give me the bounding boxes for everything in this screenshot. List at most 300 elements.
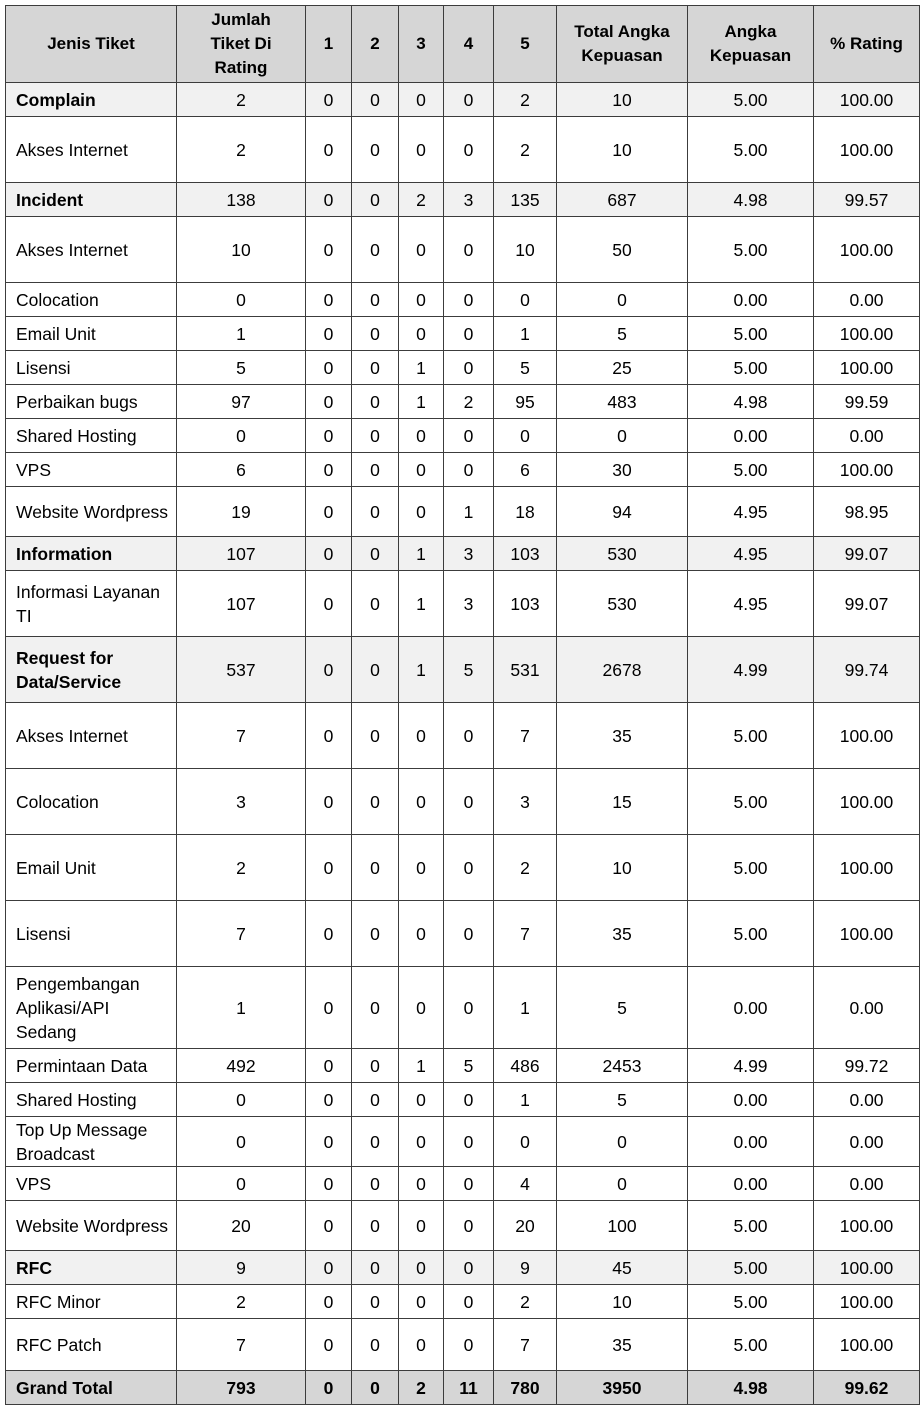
row-value: 3 — [494, 769, 557, 835]
row-value: 0 — [352, 637, 399, 703]
row-value: 11 — [444, 1371, 494, 1405]
row-value: 0 — [306, 487, 352, 537]
row-value: 0 — [444, 901, 494, 967]
row-value: 0 — [306, 83, 352, 117]
row-value: 0 — [352, 317, 399, 351]
row-value: 2 — [177, 117, 306, 183]
row-value: 99.07 — [814, 571, 920, 637]
row-value: 103 — [494, 537, 557, 571]
row-value: 100.00 — [814, 769, 920, 835]
row-value: 780 — [494, 1371, 557, 1405]
row-value: 2 — [494, 835, 557, 901]
row-value: 0 — [306, 317, 352, 351]
row-value: 0 — [177, 1167, 306, 1201]
row-value: 9 — [177, 1251, 306, 1285]
row-label: Incident — [6, 183, 177, 217]
row-value: 0 — [306, 1201, 352, 1251]
row-value: 0 — [399, 217, 444, 283]
row-value: 0 — [177, 1083, 306, 1117]
row-value: 0.00 — [814, 967, 920, 1049]
row-value: 7 — [177, 703, 306, 769]
header-rating-2: 2 — [352, 6, 399, 83]
row-value: 0.00 — [688, 283, 814, 317]
row-value: 5.00 — [688, 1319, 814, 1371]
row-value: 0.00 — [688, 967, 814, 1049]
row-value: 99.59 — [814, 385, 920, 419]
header-rating-5: 5 — [494, 6, 557, 83]
row-value: 0 — [399, 1319, 444, 1371]
row-value: 10 — [557, 117, 688, 183]
row-value: 0 — [352, 1319, 399, 1371]
row-value: 0 — [306, 835, 352, 901]
table-row — [6, 1049, 920, 1083]
row-value: 5 — [557, 1083, 688, 1117]
row-value: 2 — [494, 117, 557, 183]
row-value: 0 — [399, 419, 444, 453]
category-row — [6, 637, 920, 703]
row-value: 0 — [352, 967, 399, 1049]
row-value: 0 — [399, 1167, 444, 1201]
row-label: VPS — [6, 1167, 177, 1201]
row-value: 0 — [306, 637, 352, 703]
row-label: Perbaikan bugs — [6, 385, 177, 419]
row-value: 6 — [494, 453, 557, 487]
row-value: 537 — [177, 637, 306, 703]
row-value: 3 — [444, 183, 494, 217]
row-value: 5.00 — [688, 769, 814, 835]
row-value: 0 — [444, 769, 494, 835]
row-value: 0 — [352, 419, 399, 453]
row-value: 0 — [306, 1083, 352, 1117]
row-value: 0 — [306, 967, 352, 1049]
row-value: 2 — [177, 1285, 306, 1319]
row-value: 0 — [306, 1117, 352, 1167]
row-value: 0 — [494, 419, 557, 453]
row-value: 0 — [352, 453, 399, 487]
row-value: 0 — [444, 1285, 494, 1319]
row-value: 100.00 — [814, 117, 920, 183]
row-value: 687 — [557, 183, 688, 217]
row-label: Permintaan Data — [6, 1049, 177, 1083]
row-value: 99.74 — [814, 637, 920, 703]
row-value: 4.95 — [688, 487, 814, 537]
row-value: 0 — [399, 453, 444, 487]
header-total-angka-kepuasan: Total Angka Kepuasan — [557, 6, 688, 83]
header-rating-1: 1 — [306, 6, 352, 83]
row-value: 35 — [557, 1319, 688, 1371]
row-value: 25 — [557, 351, 688, 385]
header-persen-rating: % Rating — [814, 6, 920, 83]
row-value: 0 — [352, 183, 399, 217]
row-value: 0 — [444, 351, 494, 385]
row-value: 0 — [399, 1201, 444, 1251]
row-value: 0 — [557, 1167, 688, 1201]
category-row — [6, 83, 920, 117]
row-value: 10 — [557, 1285, 688, 1319]
row-value: 0 — [306, 571, 352, 637]
row-value: 7 — [177, 901, 306, 967]
row-value: 2 — [399, 1371, 444, 1405]
row-value: 0 — [399, 835, 444, 901]
row-value: 35 — [557, 703, 688, 769]
row-label: Colocation — [6, 769, 177, 835]
row-value: 103 — [494, 571, 557, 637]
row-value: 1 — [399, 1049, 444, 1083]
row-value: 5 — [557, 317, 688, 351]
table-row — [6, 351, 920, 385]
row-value: 0 — [444, 283, 494, 317]
row-value: 0 — [494, 1117, 557, 1167]
row-value: 0 — [352, 1117, 399, 1167]
table-row — [6, 1167, 920, 1201]
row-value: 0 — [494, 283, 557, 317]
row-value: 30 — [557, 453, 688, 487]
row-value: 1 — [399, 571, 444, 637]
row-value: 2 — [177, 83, 306, 117]
row-value: 0 — [352, 217, 399, 283]
row-value: 0 — [306, 1285, 352, 1319]
row-value: 7 — [177, 1319, 306, 1371]
row-value: 5.00 — [688, 835, 814, 901]
row-value: 100.00 — [814, 351, 920, 385]
row-value: 5.00 — [688, 351, 814, 385]
row-value: 4.95 — [688, 571, 814, 637]
row-value: 0 — [444, 217, 494, 283]
row-value: 0 — [399, 1251, 444, 1285]
row-value: 2678 — [557, 637, 688, 703]
table-row — [6, 453, 920, 487]
row-value: 0 — [306, 1167, 352, 1201]
row-value: 0 — [306, 217, 352, 283]
row-value: 100.00 — [814, 1285, 920, 1319]
row-value: 0 — [399, 83, 444, 117]
row-value: 5.00 — [688, 117, 814, 183]
row-value: 0 — [306, 1251, 352, 1285]
table-row — [6, 217, 920, 283]
row-value: 0 — [399, 967, 444, 1049]
table-row — [6, 1285, 920, 1319]
row-value: 3 — [444, 571, 494, 637]
row-value: 0 — [352, 351, 399, 385]
table-row — [6, 967, 920, 1049]
row-value: 0 — [444, 419, 494, 453]
row-value: 0 — [352, 1083, 399, 1117]
grand-total-row — [6, 1371, 920, 1405]
row-value: 0 — [352, 117, 399, 183]
category-row — [6, 1251, 920, 1285]
row-value: 1 — [399, 385, 444, 419]
row-value: 15 — [557, 769, 688, 835]
row-value: 1 — [494, 1083, 557, 1117]
row-value: 5 — [177, 351, 306, 385]
table-row — [6, 487, 920, 537]
row-value: 0 — [306, 1371, 352, 1405]
row-value: 0 — [557, 419, 688, 453]
row-value: 0 — [352, 571, 399, 637]
row-value: 9 — [494, 1251, 557, 1285]
table-row — [6, 117, 920, 183]
row-value: 0 — [352, 1049, 399, 1083]
table-row — [6, 901, 920, 967]
row-value: 5.00 — [688, 1201, 814, 1251]
header-jumlah-tiket: Jumlah Tiket Di Rating — [177, 6, 306, 83]
row-value: 0 — [352, 487, 399, 537]
row-value: 0 — [352, 1285, 399, 1319]
row-value: 45 — [557, 1251, 688, 1285]
row-value: 0 — [352, 835, 399, 901]
row-value: 100.00 — [814, 83, 920, 117]
row-value: 0 — [557, 1117, 688, 1167]
row-value: 0 — [177, 283, 306, 317]
table-row — [6, 385, 920, 419]
row-label: Complain — [6, 83, 177, 117]
row-label: Email Unit — [6, 835, 177, 901]
row-value: 0 — [352, 1371, 399, 1405]
rating-table — [5, 5, 920, 1405]
row-value: 2 — [399, 183, 444, 217]
row-value: 50 — [557, 217, 688, 283]
row-value: 3 — [444, 537, 494, 571]
row-value: 20 — [494, 1201, 557, 1251]
row-value: 3950 — [557, 1371, 688, 1405]
row-value: 0 — [399, 1285, 444, 1319]
table-body — [6, 83, 920, 1405]
row-value: 4 — [494, 1167, 557, 1201]
row-label: RFC Patch — [6, 1319, 177, 1371]
row-value: 7 — [494, 1319, 557, 1371]
row-value: 10 — [557, 835, 688, 901]
row-value: 95 — [494, 385, 557, 419]
row-value: 1 — [177, 317, 306, 351]
row-value: 1 — [399, 537, 444, 571]
row-value: 492 — [177, 1049, 306, 1083]
row-label: Information — [6, 537, 177, 571]
row-value: 1 — [444, 487, 494, 537]
row-value: 0 — [444, 1117, 494, 1167]
row-value: 0 — [352, 1167, 399, 1201]
row-value: 5.00 — [688, 1285, 814, 1319]
row-value: 0 — [444, 967, 494, 1049]
row-label: Akses Internet — [6, 217, 177, 283]
table-row — [6, 419, 920, 453]
row-value: 99.57 — [814, 183, 920, 217]
row-value: 0 — [352, 703, 399, 769]
row-value: 100.00 — [814, 453, 920, 487]
row-value: 0 — [306, 703, 352, 769]
row-value: 7 — [494, 703, 557, 769]
row-value: 0 — [352, 283, 399, 317]
row-label: Top Up Message Broadcast — [6, 1117, 177, 1167]
row-value: 5.00 — [688, 1251, 814, 1285]
row-value: 19 — [177, 487, 306, 537]
row-value: 0 — [306, 453, 352, 487]
row-value: 0 — [444, 835, 494, 901]
row-value: 2453 — [557, 1049, 688, 1083]
row-value: 107 — [177, 537, 306, 571]
table-row — [6, 1083, 920, 1117]
row-value: 4.98 — [688, 183, 814, 217]
row-value: 531 — [494, 637, 557, 703]
row-label: Lisensi — [6, 901, 177, 967]
row-value: 5 — [444, 1049, 494, 1083]
row-value: 0 — [177, 1117, 306, 1167]
row-value: 530 — [557, 571, 688, 637]
row-value: 5.00 — [688, 703, 814, 769]
row-label: Website Wordpress — [6, 487, 177, 537]
row-value: 98.95 — [814, 487, 920, 537]
row-label: Colocation — [6, 283, 177, 317]
row-value: 0 — [444, 1201, 494, 1251]
category-row — [6, 183, 920, 217]
row-value: 100.00 — [814, 901, 920, 967]
row-value: 135 — [494, 183, 557, 217]
row-value: 4.95 — [688, 537, 814, 571]
row-value: 0 — [399, 487, 444, 537]
row-value: 5 — [494, 351, 557, 385]
row-value: 97 — [177, 385, 306, 419]
row-value: 138 — [177, 183, 306, 217]
row-label: Akses Internet — [6, 117, 177, 183]
row-value: 1 — [494, 317, 557, 351]
row-value: 1 — [494, 967, 557, 1049]
row-value: 5.00 — [688, 901, 814, 967]
row-label: Request for Data/Service — [6, 637, 177, 703]
row-label: VPS — [6, 453, 177, 487]
row-value: 5 — [557, 967, 688, 1049]
row-label: Shared Hosting — [6, 1083, 177, 1117]
header-row — [6, 6, 920, 83]
row-value: 2 — [177, 835, 306, 901]
row-value: 0 — [399, 117, 444, 183]
row-value: 1 — [399, 351, 444, 385]
row-value: 100.00 — [814, 317, 920, 351]
row-value: 0.00 — [688, 1083, 814, 1117]
row-value: 0 — [444, 453, 494, 487]
row-value: 94 — [557, 487, 688, 537]
row-value: 4.99 — [688, 1049, 814, 1083]
row-value: 10 — [177, 217, 306, 283]
row-value: 486 — [494, 1049, 557, 1083]
row-value: 530 — [557, 537, 688, 571]
row-value: 0 — [399, 1117, 444, 1167]
row-value: 2 — [494, 83, 557, 117]
row-value: 0 — [352, 1251, 399, 1285]
row-value: 4.99 — [688, 637, 814, 703]
row-value: 0.00 — [688, 419, 814, 453]
table-row — [6, 1201, 920, 1251]
row-label: RFC Minor — [6, 1285, 177, 1319]
row-value: 483 — [557, 385, 688, 419]
table-row — [6, 317, 920, 351]
row-value: 0 — [444, 83, 494, 117]
row-value: 0 — [306, 183, 352, 217]
row-value: 7 — [494, 901, 557, 967]
row-value: 0 — [557, 283, 688, 317]
row-label: Grand Total — [6, 1371, 177, 1405]
row-label: Website Wordpress — [6, 1201, 177, 1251]
row-value: 2 — [494, 1285, 557, 1319]
row-label: Shared Hosting — [6, 419, 177, 453]
row-value: 0.00 — [814, 1167, 920, 1201]
row-value: 0 — [306, 117, 352, 183]
table-row — [6, 703, 920, 769]
row-value: 0 — [306, 1319, 352, 1371]
row-value: 0 — [399, 317, 444, 351]
table-row — [6, 571, 920, 637]
table-row — [6, 1319, 920, 1371]
table-row — [6, 283, 920, 317]
row-value: 3 — [177, 769, 306, 835]
row-value: 0.00 — [814, 419, 920, 453]
row-value: 0 — [306, 419, 352, 453]
row-value: 0 — [352, 537, 399, 571]
row-value: 100.00 — [814, 217, 920, 283]
row-value: 100.00 — [814, 703, 920, 769]
row-value: 100 — [557, 1201, 688, 1251]
row-value: 0 — [444, 1319, 494, 1371]
row-value: 0 — [399, 1083, 444, 1117]
table-row — [6, 769, 920, 835]
header-jenis-tiket: Jenis Tiket — [6, 6, 177, 83]
header-rating-4: 4 — [444, 6, 494, 83]
row-value: 0 — [352, 83, 399, 117]
row-value: 0 — [306, 901, 352, 967]
table-row — [6, 835, 920, 901]
row-value: 20 — [177, 1201, 306, 1251]
row-value: 0.00 — [688, 1117, 814, 1167]
row-value: 99.72 — [814, 1049, 920, 1083]
table-row — [6, 1117, 920, 1167]
row-label: Informasi Layanan TI — [6, 571, 177, 637]
row-value: 0 — [352, 385, 399, 419]
row-value: 1 — [399, 637, 444, 703]
row-value: 0 — [399, 769, 444, 835]
row-value: 0 — [444, 1251, 494, 1285]
row-value: 0 — [306, 351, 352, 385]
row-value: 5.00 — [688, 453, 814, 487]
row-value: 100.00 — [814, 1319, 920, 1371]
row-value: 35 — [557, 901, 688, 967]
row-value: 0.00 — [814, 283, 920, 317]
row-value: 100.00 — [814, 1201, 920, 1251]
row-value: 0 — [306, 1049, 352, 1083]
category-row — [6, 537, 920, 571]
row-value: 0 — [399, 283, 444, 317]
row-value: 99.07 — [814, 537, 920, 571]
header-angka-kepuasan: Angka Kepuasan — [688, 6, 814, 83]
row-value: 99.62 — [814, 1371, 920, 1405]
row-label: Email Unit — [6, 317, 177, 351]
row-value: 0 — [177, 419, 306, 453]
row-value: 0 — [352, 1201, 399, 1251]
row-value: 0 — [352, 769, 399, 835]
row-value: 5 — [444, 637, 494, 703]
row-value: 0 — [444, 703, 494, 769]
row-value: 107 — [177, 571, 306, 637]
row-value: 0.00 — [814, 1083, 920, 1117]
row-value: 100.00 — [814, 1251, 920, 1285]
row-value: 0 — [444, 1167, 494, 1201]
row-value: 6 — [177, 453, 306, 487]
row-value: 5.00 — [688, 217, 814, 283]
row-value: 0 — [444, 317, 494, 351]
row-value: 10 — [557, 83, 688, 117]
row-label: RFC — [6, 1251, 177, 1285]
row-value: 0 — [399, 703, 444, 769]
row-value: 4.98 — [688, 385, 814, 419]
row-value: 0 — [306, 283, 352, 317]
row-value: 0.00 — [814, 1117, 920, 1167]
